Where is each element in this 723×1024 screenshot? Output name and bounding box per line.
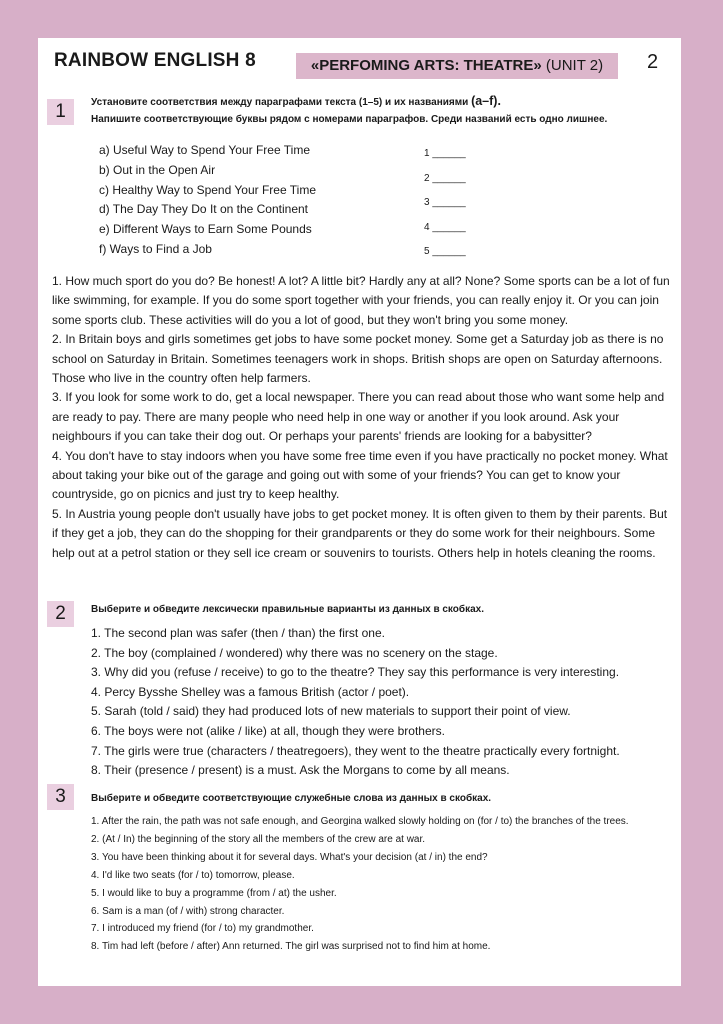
exercise-2-list: [91, 624, 620, 781]
exercise-2-item: 4. Percy Bysshe Shelley was a famous British (actor / poet).: [91, 684, 410, 699]
exercise-2-item: 3. Why did you (refuse / receive) to go to the theatre? They say this performance is very interesting.: [91, 665, 620, 680]
heading-option: e) Different Ways to Earn Some Pounds: [99, 222, 312, 237]
exercise-1-instruction-line2: Напишите соответствующие буквы рядом с номерами параграфов. Среди названий есть одно лишнее.: [91, 114, 608, 125]
heading-option: c) Healthy Way to Spend Your Free Time: [99, 182, 316, 197]
heading-option: b) Out in the Open Air: [99, 162, 216, 177]
reading-text: [52, 272, 672, 563]
exercise-1-instruction-line1: Установите соответствия между параграфами текста (1–5) и их названиями: [91, 97, 469, 108]
answer-slot[interactable]: 3 ______: [424, 197, 466, 208]
heading-option: a) Useful Way to Spend Your Free Time: [99, 143, 310, 157]
exercise-1-instruction: [91, 93, 607, 128]
exercise-2-instruction: Выберите и обведите лексически правильные варианты из данных в скобках.: [91, 604, 484, 615]
exercise-2-item: 5. Sarah (told / said) they had produced lots of new materials to support their point of view.: [91, 704, 571, 719]
exercise-3-item: 8. Tim had left (before / after) Ann returned. The girl was surprised not to find him at home.: [91, 941, 491, 953]
exercise-1-number: 1: [47, 99, 74, 125]
exercise-2-item: 8. Their (presence / present) is a must. Ask the Morgans to come by all means.: [91, 763, 510, 778]
book-title: RAINBOW ENGLISH 8: [54, 50, 256, 71]
answer-slot[interactable]: 5 ______: [424, 246, 466, 257]
exercise-3-item: 7. I introduced my friend (for / to) my grandmother.: [91, 923, 314, 935]
exercise-3-item: 1. After the rain, the path was not safe enough, and Georgina walked slowly holding on (for / to) the branches of the trees.: [91, 816, 629, 827]
answer-slots: [424, 142, 466, 265]
exercise-2-item: 7. The girls were true (characters / theatregoers), they went to the theatre practically every fortnight.: [91, 743, 620, 758]
paragraph: 5. In Austria young people don't usually have jobs to get pocket money. It is often given to them by their parents. But if they get a job, they can do the shopping for their grandparents or they do some work for their neighbours. Some help out at a petrol station or they sell ice cream or souvenirs to tourists. Others help in hotels cleaning the rooms.: [52, 506, 668, 560]
answer-slot[interactable]: 1 ______: [424, 148, 466, 159]
unit-suffix: (UNIT 2): [545, 57, 604, 74]
exercise-3-instruction: Выберите и обведите соответствующие служебные слова из данных в скобках.: [91, 793, 492, 804]
exercise-3-item: 5. I would like to buy a programme (from / at) the usher.: [91, 887, 337, 899]
worksheet-page: [38, 38, 681, 986]
paragraph: 2. In Britain boys and girls sometimes get jobs to have some pocket money. Some get a Saturday job as there is no school on Saturday in Britain. Sometimes teenagers work in shops. British shops are open on Saturday afternoons. Those who live in the country often help farmers.: [52, 332, 664, 386]
heading-option: f) Ways to Find a Job: [99, 241, 212, 256]
paragraph: 3. If you look for some work to do, get a local newspaper. There you can read about those who want some help and are ready to pay. There are many people who need help in one way or another if you look around. Ask your neighbours if you can take their dog out. Or perhaps your parents' friends are looking for a babysitter?: [52, 390, 665, 444]
answer-slot[interactable]: 4 ______: [424, 221, 466, 233]
exercise-3-item: 6. Sam is a man (of / with) strong character.: [91, 905, 285, 917]
exercise-3-item: 2. (At / In) the beginning of the story all the members of the crew are at war.: [91, 833, 426, 845]
page-number: 2: [647, 51, 659, 73]
unit-banner: [296, 53, 618, 79]
exercise-2-item: 6. The boys were not (alike / like) at all, though they were brothers.: [91, 723, 445, 738]
exercise-2-number: 2: [47, 601, 74, 627]
paragraph: 4. You don't have to stay indoors when you have some free time even if you have practically no pocket money. What about taking your bike out of the garage and going out with some of your friends? You can get to know your countryside, go on picnics and just try to keep healthy.: [52, 448, 668, 502]
exercise-3-item: 4. I'd like two seats (for / to) tomorrow, please.: [91, 869, 295, 881]
exercise-1-instruction-range: (a–f).: [471, 94, 501, 108]
exercise-2-item: 2. The boy (complained / wondered) why there was no scenery on the stage.: [91, 645, 498, 660]
exercise-3-number: 3: [47, 784, 74, 810]
exercise-3-item: 3. You have been thinking about it for several days. What's your decision (at / in) the end?: [91, 851, 488, 863]
heading-option: d) The Day They Do It on the Continent: [99, 202, 309, 217]
answer-slot[interactable]: 2 ______: [424, 172, 466, 184]
heading-options-list: [99, 141, 316, 260]
exercise-3-list: [91, 813, 656, 956]
exercise-2-item: 1. The second plan was safer (then / than) the first one.: [91, 626, 385, 640]
unit-title: «PERFOMING ARTS: THEATRE»: [310, 57, 542, 74]
paragraph: 1. How much sport do you do? Be honest! A lot? A little bit? Hardly any at all? None? Some sports can be a lot of fun like swimming, for example. If you do some sport together with your friends, you can really enjoy it. Or you can join some sports club. These activities will do you a lot of good, but they won't bring you some money.: [52, 274, 670, 327]
